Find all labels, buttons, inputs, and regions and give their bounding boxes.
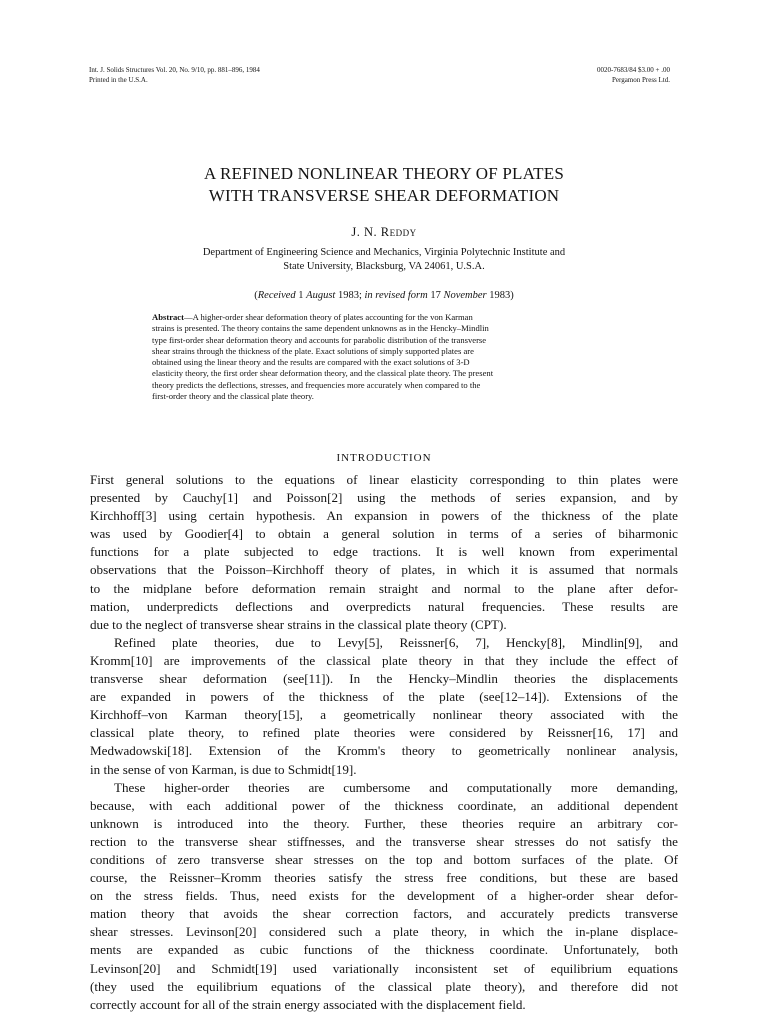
body-line: was used by Goodier[4] to obtain a general solution in terms of a series of biharmonic <box>90 526 678 542</box>
body-line: Refined plate theories, due to Levy[5], Reissner[6, 7], Hencky[8], Mindlin[9], and <box>114 634 678 650</box>
body-line: rection to the transverse shear stiffnesses, and the transverse shear stresses do not satisfy the <box>90 833 678 849</box>
section-heading: INTRODUCTION <box>336 452 432 464</box>
abstract-line <box>152 312 612 323</box>
body-line: Kirchhoff[3] using certain hypothesis. An expansion in powers of the thickness of the plate <box>90 508 678 524</box>
body-line: Medwadowski[18]. Extension of the Kromm's theory to geometrically nonlinear analysis, <box>90 743 678 759</box>
revised-label: in revised form <box>364 290 428 301</box>
revised-day: 17 <box>427 290 444 301</box>
title-line: WITH TRANSVERSE SHEAR DEFORMATION <box>208 186 560 205</box>
received-paren: ( <box>254 290 258 301</box>
body-line: conditions of zero transverse shear stresses on the top and bottom surfaces of the plate. Of <box>90 851 678 867</box>
body-line: observations that the Poisson–Kirchhoff theory of plates, in which it is assumed that normals <box>90 562 678 578</box>
affiliation-line: State University, Blacksburg, VA 24061, U.S.A. <box>283 261 485 272</box>
abstract-line: first-order theory and the classical plate theory. <box>152 391 314 402</box>
abstract-label: Abstract <box>152 312 184 322</box>
received-month: August <box>306 290 336 301</box>
body-line: to the midplane before deformation remain straight and normal to the plane after defor- <box>90 580 678 596</box>
printed-in-line: Printed in the U.S.A. <box>89 76 148 84</box>
abstract-line: elasticity theory, the first order shear deformation theory, and the classical plate theory. The present <box>152 368 494 379</box>
abstract-line: strains is presented. The theory contains the same dependent unknowns as in the Hencky–Mindlin <box>152 323 489 334</box>
paper-title <box>0 163 768 207</box>
received-day: 1 <box>295 290 307 301</box>
title-line: A REFINED NONLINEAR THEORY OF PLATES <box>204 164 564 183</box>
body-line: (they used the equilibrium equations of the classical plate theory), and therefore did not <box>90 978 678 994</box>
body-line: presented by Cauchy[1] and Poisson[2] using the methods of series expansion, and by <box>90 490 678 506</box>
affiliation-line: Department of Engineering Science and Mechanics, Virginia Polytechnic Institute and <box>202 247 566 258</box>
body-line: shear stresses. Levinson[20] considered such a plate theory, in which the in-plane displace- <box>90 924 678 940</box>
abstract-line: shear strains through the thickness of the plate. Exact solutions of simply supported plates are <box>152 345 474 356</box>
body-line: Levinson[20] and Schmidt[19] used variationally inconsistent set of equilibrium equations <box>90 960 678 976</box>
body-line: correctly account for all of the strain energy associated with the displacement field. <box>90 996 526 1012</box>
body-line: These higher-order theories are cumbersome and computationally more demanding, <box>114 779 678 795</box>
body-line: functions for a plate subjected to edge tractions. It is well known from experimental <box>90 544 678 560</box>
body-line: Kirchhoff–von Karman theory[15], a geometrically nonlinear theory associated with the <box>90 707 678 723</box>
journal-citation <box>89 65 260 85</box>
body-line: First general solutions to the equations of linear elasticity corresponding to thin plates were <box>90 472 678 487</box>
price-code-line: 0020-7683/84 $3.00 + .00 <box>597 66 670 74</box>
body-line: because, with each additional power of the thickness coordinate, an additional dependent <box>90 797 678 813</box>
received-dates <box>0 290 768 301</box>
body-line: in the sense of von Karman, is due to Schmidt[19]. <box>90 761 357 777</box>
body-line: unknown is introduced into the theory. Further, these theories require an arbitrary cor- <box>90 815 678 831</box>
publisher-info <box>597 65 670 85</box>
author-name: J. N. Reddy <box>351 225 417 239</box>
body-line: classical plate theory, to refined plate theories were considered by Reissner[16, 17] and <box>90 725 678 741</box>
body-line: ments are expanded as cubic functions of the thickness coordinate. Unfortunately, both <box>90 942 678 958</box>
abstract <box>152 312 612 402</box>
body-line: transverse shear deformation (see[11]). In the Hencky–Mindlin theories the displacements <box>90 671 678 687</box>
abstract-line: theory predicts the deflections, stresses, and frequencies more accurately when compared to the <box>152 379 481 390</box>
body-line: due to the neglect of transverse shear strains in the classical plate theory (CPT). <box>90 616 507 632</box>
body-line: mation theory that avoids the shear correction factors, and accurately predicts transverse <box>90 906 678 922</box>
body-text <box>90 471 678 1014</box>
body-line: on the stress fields. Thus, need exists for the development of a higher-order shear defor- <box>90 888 678 904</box>
publisher-line: Pergamon Press Ltd. <box>611 76 670 84</box>
body-line: Kromm[10] are improvements of the classical plate theory in that they include the effect of <box>90 652 678 668</box>
abstract-line: obtained using the linear theory and the results are compared with the exact solutions of 3-D <box>152 357 470 368</box>
revised-year: 1983) <box>486 290 514 301</box>
body-line: mation, underpredicts deflections and overpredicts natural frequencies. These results are <box>90 598 678 614</box>
revised-month: November <box>443 290 487 301</box>
abstract-line: type first-order shear deformation theory and accounts for parabolic distribution of the transverse <box>152 334 487 345</box>
received-label: Received <box>257 290 296 301</box>
body-line: course, the Reissner–Kromm theories satisfy the stress free conditions, but these are based <box>90 870 678 886</box>
author-affiliation <box>0 246 768 274</box>
body-line: are expanded in powers of the thickness of the plate (see[12–14]). Extensions of the <box>90 689 678 705</box>
received-year: 1983; <box>335 290 365 301</box>
abstract-text: —A higher-order shear deformation theory of plates accounting for the von Karman <box>183 312 473 322</box>
citation-line: Int. J. Solids Structures Vol. 20, No. 9/10, pp. 881–896, 1984 <box>89 66 260 74</box>
